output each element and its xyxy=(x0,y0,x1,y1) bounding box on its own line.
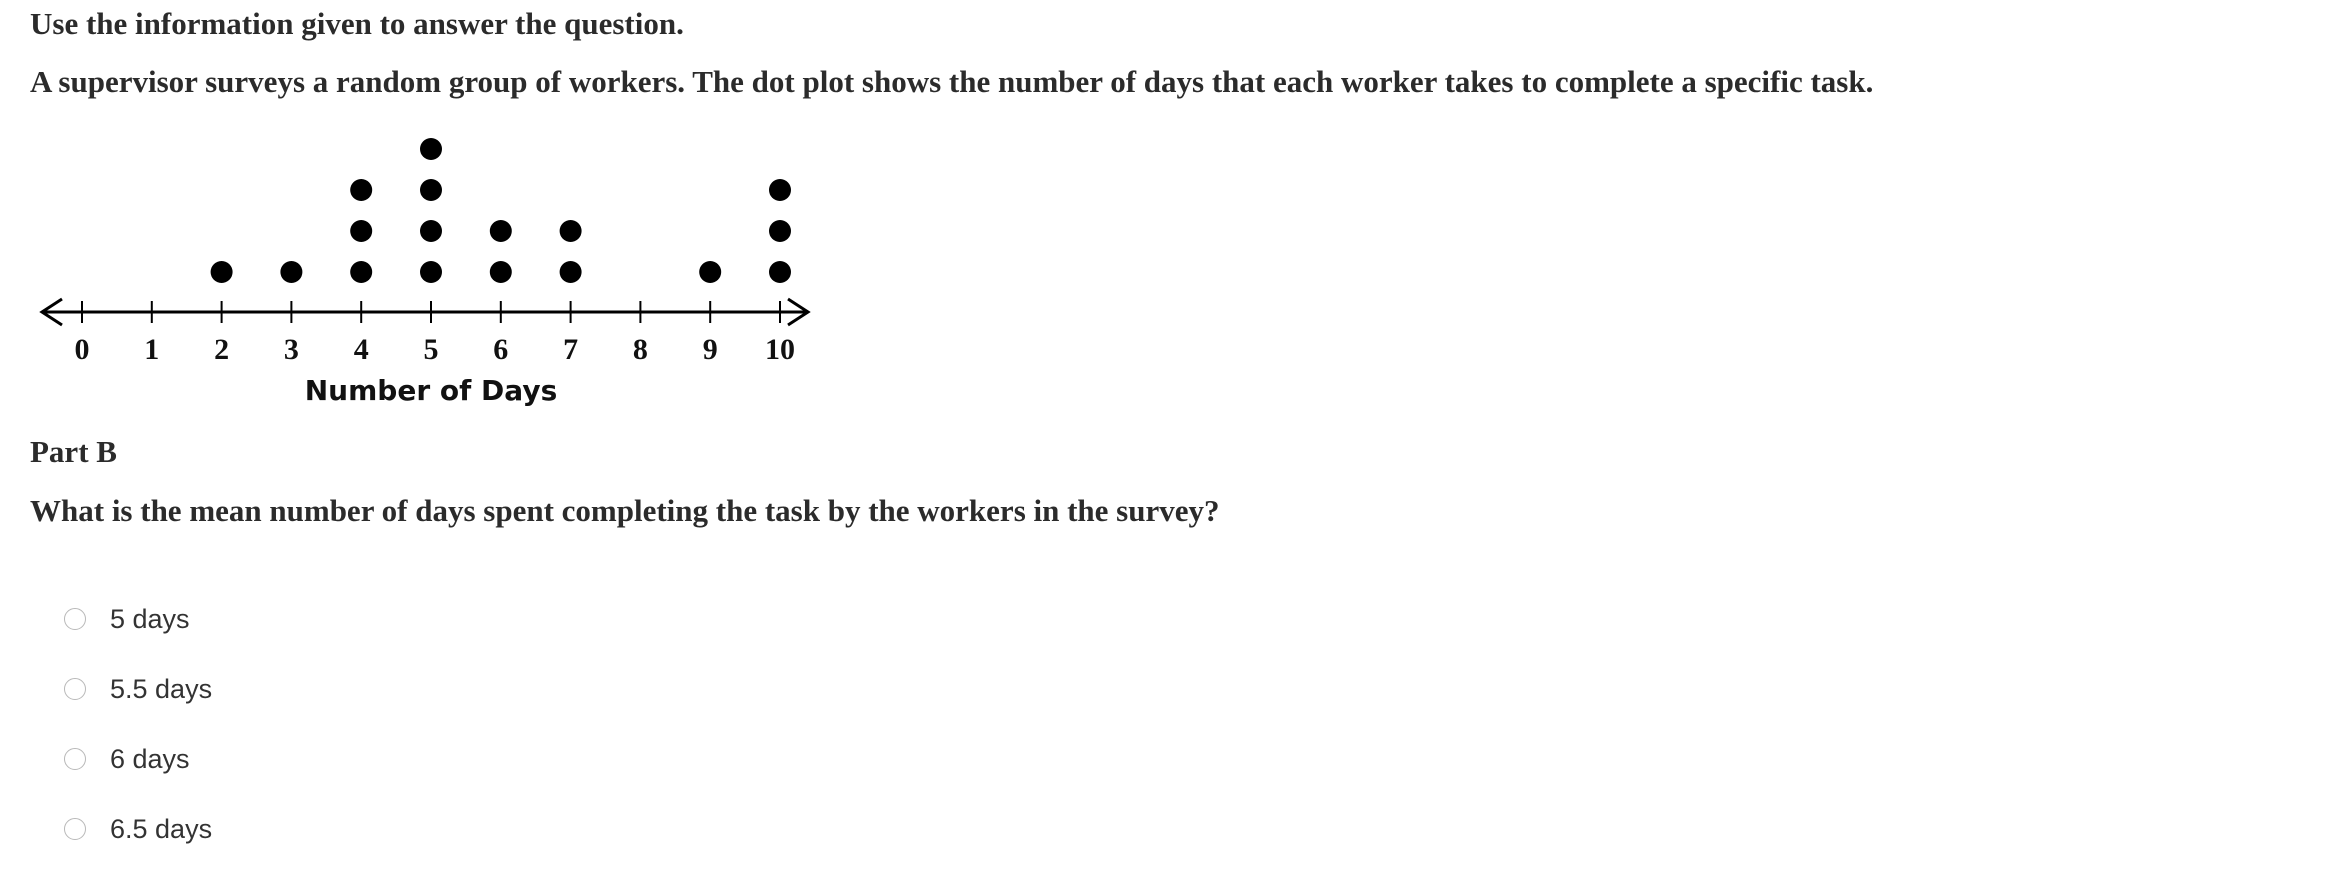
answer-choices xyxy=(64,584,664,864)
data-dot xyxy=(420,138,442,160)
tick-label: 2 xyxy=(214,333,230,366)
data-dot xyxy=(769,220,791,242)
data-dot xyxy=(420,179,442,201)
tick-label: 8 xyxy=(632,333,648,366)
tick-label: 3 xyxy=(283,333,299,366)
data-dot xyxy=(350,261,372,283)
choice-label: 6 days xyxy=(110,743,190,774)
data-dots xyxy=(211,138,791,283)
data-dot xyxy=(350,179,372,201)
data-dot xyxy=(490,261,512,283)
dot-plot xyxy=(30,118,830,418)
answer-choice[interactable] xyxy=(64,724,664,794)
data-dot xyxy=(211,261,233,283)
answer-choice[interactable] xyxy=(64,794,664,864)
data-dot xyxy=(769,179,791,201)
choice-label: 6.5 days xyxy=(110,813,213,844)
tick-label: 0 xyxy=(74,333,90,366)
data-dot xyxy=(490,220,512,242)
data-dot xyxy=(560,261,582,283)
data-dot xyxy=(350,220,372,242)
tick-label: 9 xyxy=(702,333,718,366)
data-dot xyxy=(560,220,582,242)
data-dot xyxy=(699,261,721,283)
question-stem: A supervisor surveys a random group of workers. The dot plot shows the number of days that each worker takes to complete a specific task. xyxy=(30,64,1874,99)
data-dot xyxy=(420,261,442,283)
tick-label: 6 xyxy=(493,333,509,366)
part-label: Part B xyxy=(30,434,117,469)
choice-label: 5 days xyxy=(110,603,190,634)
radio-button[interactable] xyxy=(64,748,86,770)
question-text: What is the mean number of days spent completing the task by the workers in the survey? xyxy=(30,493,1220,528)
tick-labels xyxy=(75,333,796,366)
instruction-text: Use the information given to answer the question. xyxy=(30,6,684,41)
x-axis-label: Number of Days xyxy=(304,374,558,407)
tick-label: 5 xyxy=(423,333,439,366)
data-dot xyxy=(420,220,442,242)
radio-button[interactable] xyxy=(64,678,86,700)
data-dot xyxy=(769,261,791,283)
tick-label: 1 xyxy=(144,333,160,366)
tick-label: 4 xyxy=(353,333,369,366)
answer-choice[interactable] xyxy=(64,584,664,654)
tick-label: 7 xyxy=(563,333,579,366)
choice-label: 5.5 days xyxy=(110,673,213,704)
radio-button[interactable] xyxy=(64,608,86,630)
radio-button[interactable] xyxy=(64,818,86,840)
tick-label: 10 xyxy=(765,333,795,366)
data-dot xyxy=(280,261,302,283)
dot-plot-svg xyxy=(30,118,830,418)
answer-choice[interactable] xyxy=(64,654,664,724)
